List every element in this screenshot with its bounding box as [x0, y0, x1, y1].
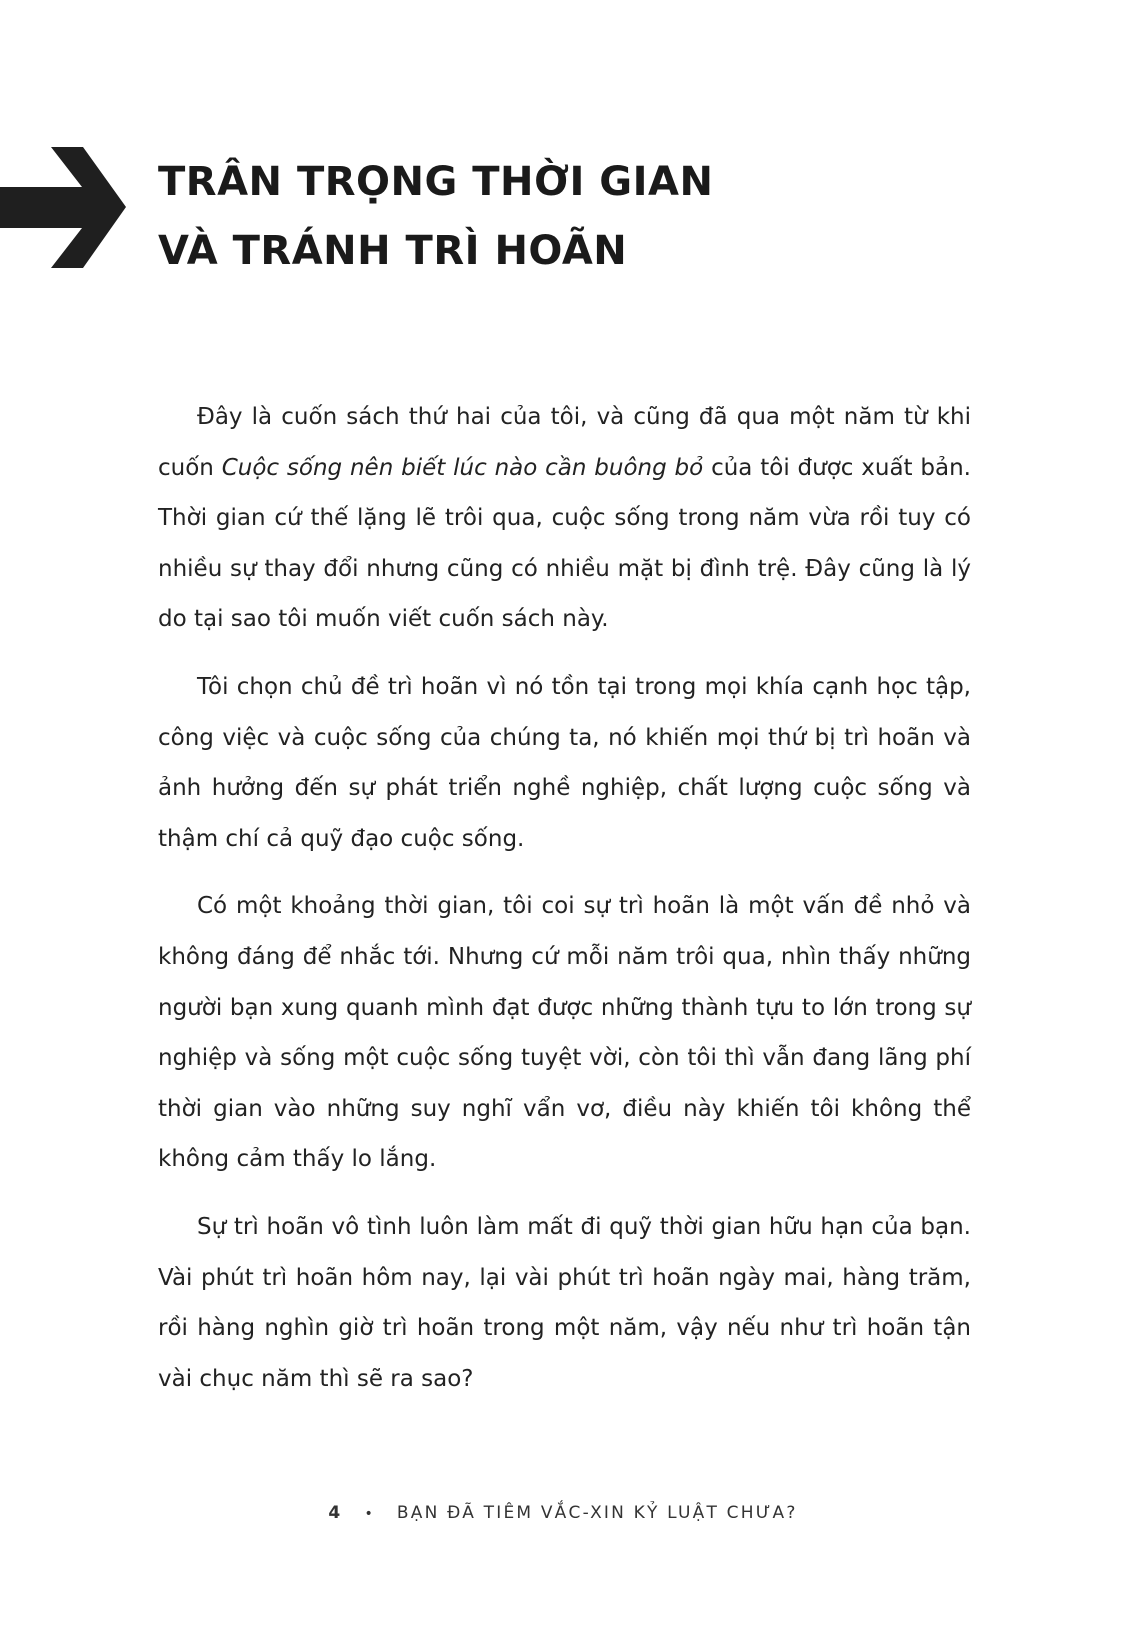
chapter-title-line-2: VÀ TRÁNH TRÌ HOÃN	[158, 228, 628, 274]
paragraph-1-after: của tôi được xuất bản. Thời gian cứ thế lặng lẽ trôi qua, cuộc sống trong năm vừa rồi tuy có nhiều sự thay đổi nhưng cũng có nhiều mặt bị đình trệ. Đây cũng là lý do tại sao tôi muốn viết cuốn sách này.	[158, 454, 971, 633]
paragraph-1-before: Đây là cuốn sách thứ hai của tôi, và cũng đã qua một năm từ khi cuốn	[158, 404, 971, 481]
page-footer	[0, 1503, 1126, 1523]
running-book-title: BẠN ĐÃ TIÊM VẮC-XIN KỶ LUẬT CHƯA?	[396, 1503, 798, 1523]
chapter-title	[158, 148, 713, 286]
paragraph-3: Có một khoảng thời gian, tôi coi sự trì hoãn là một vấn đề nhỏ và không đáng để nhắc tới. Nhưng cứ mỗi năm trôi qua, nhìn thấy những người bạn xung quanh mình đạt được những thành tựu to lớn trong sự nghiệp và sống một cuộc sống tuyệt vời, còn tôi thì vẫn đang lãng phí thời gian vào những suy nghĩ vẩn vơ, điều này khiến tôi không thể không cảm thấy lo lắng.	[158, 893, 971, 1173]
body-text	[158, 392, 971, 1421]
arrow-right-icon	[0, 147, 126, 268]
paragraph-4: Sự trì hoãn vô tình luôn làm mất đi quỹ thời gian hữu hạn của bạn. Vài phút trì hoãn hôm nay, lại vài phút trì hoãn ngày mai, hàng trăm, rồi hàng nghìn giờ trì hoãn trong một năm, vậy nếu như trì hoãn tận vài chục năm thì sẽ ra sao?	[158, 1213, 971, 1392]
page-number: 4	[328, 1503, 343, 1523]
chapter-title-line-1: TRÂN TRỌNG THỜI GIAN	[158, 159, 714, 205]
book-title-italic: Cuộc sống nên biết lúc nào cần buông bỏ	[221, 454, 704, 481]
paragraph-1	[158, 392, 971, 645]
paragraph-2: Tôi chọn chủ đề trì hoãn vì nó tồn tại trong mọi khía cạnh học tập, công việc và cuộc sống của chúng ta, nó khiến mọi thứ bị trì hoãn và ảnh hưởng đến sự phát triển nghề nghiệp, chất lượng cuộc sống và thậm chí cả quỹ đạo cuộc sống.	[158, 673, 971, 852]
footer-separator: •	[364, 1506, 375, 1522]
